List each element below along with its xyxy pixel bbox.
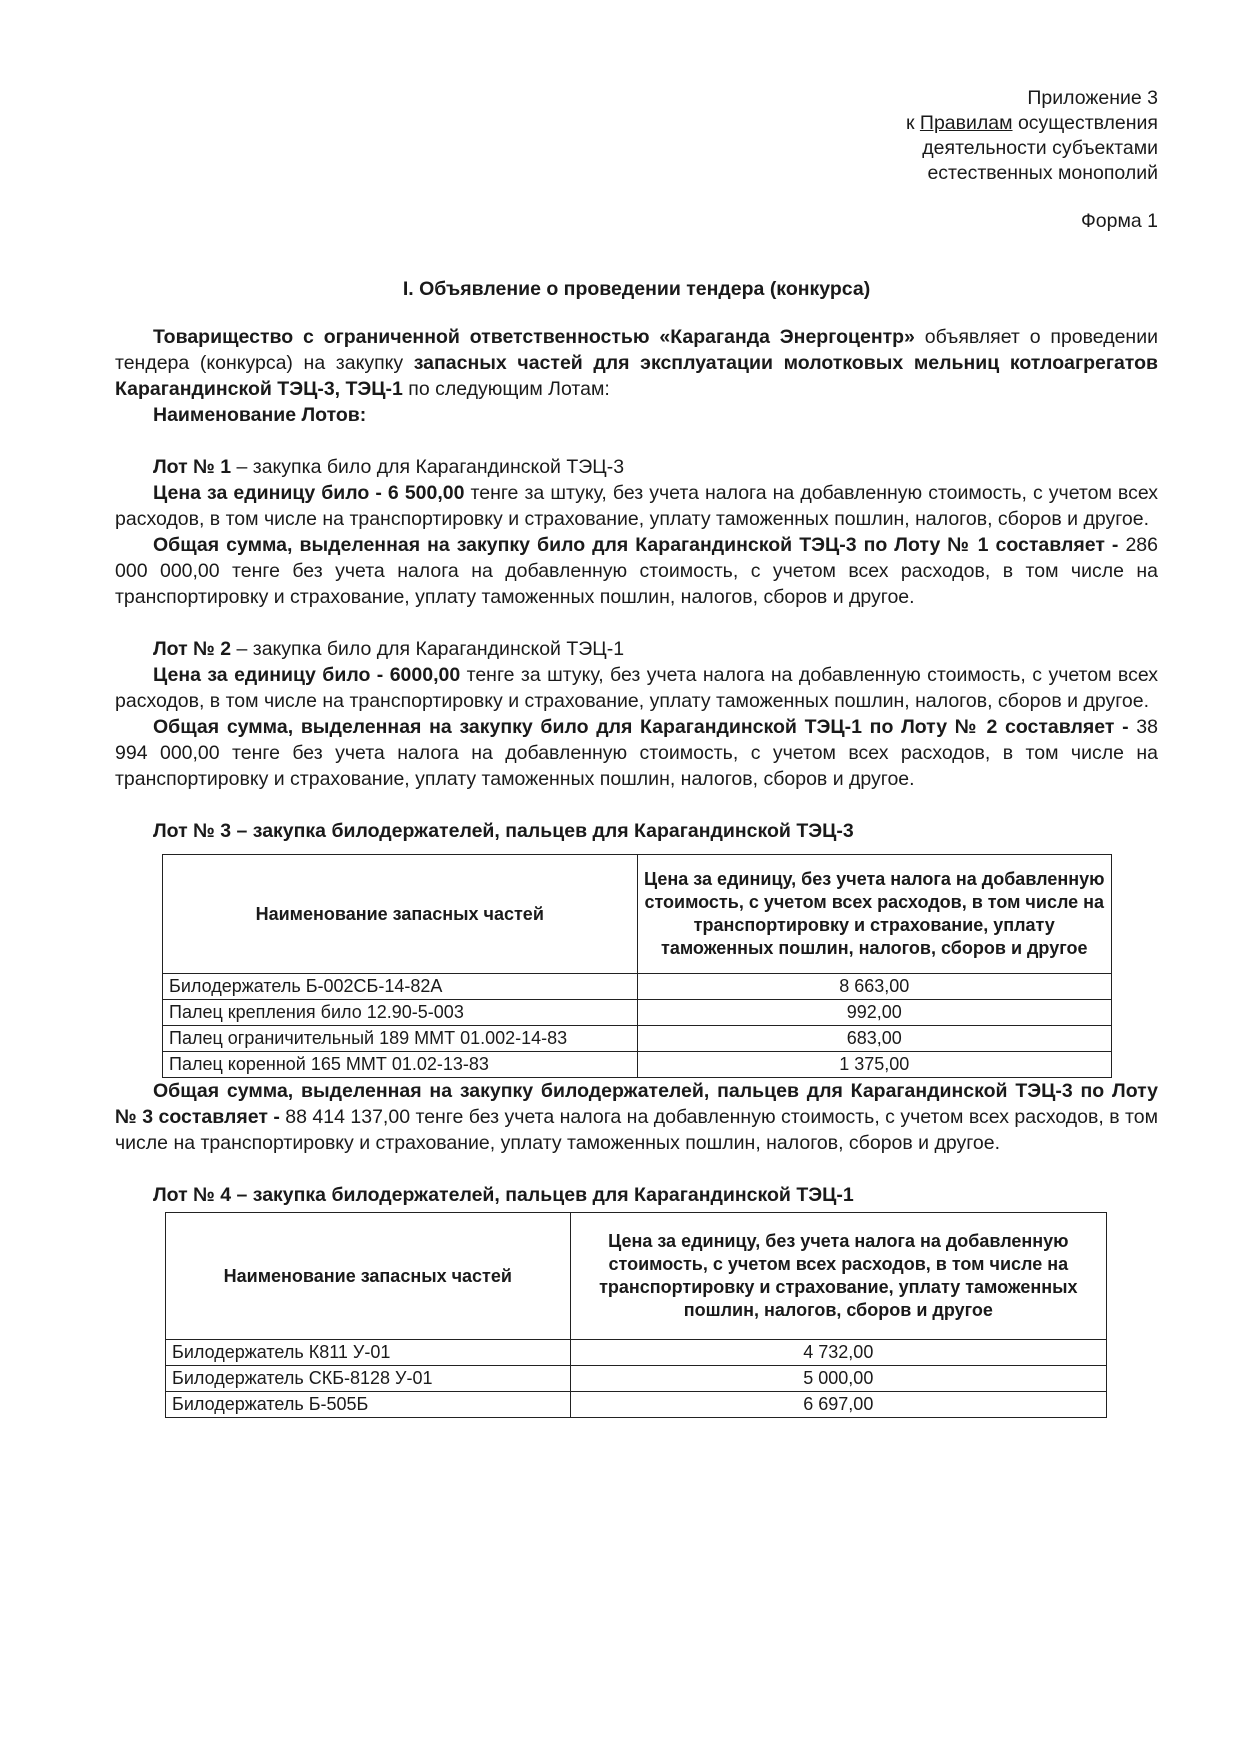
appendix-line-4: естественных монополий: [927, 162, 1158, 184]
table-row: [166, 1340, 1107, 1366]
intro-text-1: объявляет о проведении тендера (конкурса) на закупку: [115, 326, 1158, 374]
lot-2-label: Лот № 2: [153, 638, 232, 660]
lot-1-title: [115, 454, 1158, 480]
lot-1-price-label: Цена за единицу било - 6 500,00: [153, 482, 465, 504]
part-name: Палец крепления било 12.90-5-003: [163, 1000, 638, 1026]
lots-heading: Наименование Лотов:: [153, 404, 367, 426]
lot-4-table: [165, 1212, 1107, 1418]
table-header-row: [166, 1213, 1107, 1340]
appendix-k: к: [905, 112, 915, 134]
lot-3-total-text: 88 414 137,00 тенге без учета налога на добавленную стоимость, с учетом всех расходов, в том числе на транспортировку и страхование, уплату таможенных пошлин, налогов, сборов и другое.: [115, 1106, 1159, 1154]
table-header-row: [163, 855, 1112, 974]
table-row: [166, 1392, 1107, 1418]
part-price: 4 732,00: [570, 1340, 1106, 1366]
column-header-name: Наименование запасных частей: [166, 1213, 571, 1340]
lot-3-heading: [115, 818, 1158, 844]
part-price: 5 000,00: [570, 1366, 1106, 1392]
table-row: [166, 1366, 1107, 1392]
org-name: Товарищество с ограниченной ответственностью «Караганда Энергоцентр»: [153, 326, 915, 348]
part-name: Билодержатель К811 У-01: [166, 1340, 571, 1366]
lot-3-total-label: Общая сумма, выделенная на закупку билодержателей, пальцев для Карагандинской ТЭЦ-3 по Лоту № 3 составляет -: [115, 1080, 1158, 1128]
part-price: 1 375,00: [637, 1052, 1112, 1078]
part-price: 683,00: [637, 1026, 1112, 1052]
appendix-line-2-rest: осуществления: [1017, 112, 1158, 134]
part-price: 8 663,00: [637, 974, 1112, 1000]
part-name: Палец коренной 165 ММТ 01.02-13-83: [163, 1052, 638, 1078]
appendix-line-2: [115, 111, 1158, 136]
intro-paragraph: [115, 324, 1158, 402]
column-header-price: Цена за единицу, без учета налога на добавленную стоимость, с учетом всех расходов, в том числе на транспортировку и страхование, уплату таможенных пошлин, налогов, сборов и другое: [570, 1213, 1106, 1340]
tender-subject: запасных частей для эксплуатации молотковых мельниц котлоагрегатов Карагандинской ТЭЦ-3, ТЭЦ-1: [115, 352, 1158, 400]
lot-3-heading-text: Лот № 3 – закупка билодержателей, пальцев для Карагандинской ТЭЦ-3: [153, 820, 854, 842]
lot-2-total-text: 38 994 000,00 тенге без учета налога на добавленную стоимость, с учетом всех расходов, в том числе на транспортировку и страхование, уплату таможенных пошлин, налогов, сборов и другое.: [115, 716, 1158, 790]
table-row: [163, 1026, 1112, 1052]
lot-2-price-text: тенге за штуку, без учета налога на добавленную стоимость, с учетом всех расходов, в том числе на транспортировку и страхование, уплату таможенных пошлин, налогов, сборов и другое.: [115, 664, 1158, 712]
part-name: Палец ограничительный 189 ММТ 01.002-14-83: [163, 1026, 638, 1052]
lot-2-total: [115, 714, 1158, 792]
lot-2-price: [115, 662, 1158, 714]
table-row: [163, 1000, 1112, 1026]
lot-1-label: Лот № 1: [153, 456, 232, 478]
lot-3-total: [115, 1078, 1158, 1156]
document-page: [115, 86, 1158, 1418]
part-price: 992,00: [637, 1000, 1112, 1026]
lot-2-price-label: Цена за единицу било - 6000,00: [153, 664, 461, 686]
table-row: [163, 1052, 1112, 1078]
lot-4-heading: [115, 1182, 1158, 1208]
lot-2-section: [115, 636, 1158, 792]
document-title: I. Объявление о проведении тендера (конкурса): [402, 278, 871, 300]
appendix-header: [115, 86, 1158, 186]
appendix-line-3: деятельности субъектами: [922, 137, 1158, 159]
appendix-line-1: Приложение 3: [1027, 87, 1158, 109]
column-header-price: Цена за единицу, без учета налога на добавленную стоимость, с учетом всех расходов, в том числе на транспортировку и страхование, уплату таможенных пошлин, налогов, сборов и другое: [637, 855, 1112, 974]
lot-4-section: [115, 1182, 1158, 1418]
table-row: [163, 974, 1112, 1000]
intro-section: [115, 324, 1158, 428]
lot-1-total: [115, 532, 1158, 610]
part-price: 6 697,00: [570, 1392, 1106, 1418]
part-name: Билодержатель СКБ-8128 У-01: [166, 1366, 571, 1392]
intro-text-2: по следующим Лотам:: [402, 378, 610, 400]
lot-1-total-label: Общая сумма, выделенная на закупку било для Карагандинской ТЭЦ-3 по Лоту № 1 составляет -: [153, 534, 1119, 556]
rules-link[interactable]: Правилам: [919, 112, 1013, 134]
lot-1-total-text: 286 000 000,00 тенге без учета налога на добавленную стоимость, с учетом всех расходов, в том числе на транспортировку и страхование, уплату таможенных пошлин, налогов, сборов и другое.: [115, 534, 1158, 608]
part-name: Билодержатель Б-002СБ-14-82А: [163, 974, 638, 1000]
form-label: Форма 1: [1080, 210, 1158, 232]
lot-3-table: [162, 854, 1112, 1078]
lot-1-price-text: тенге за штуку, без учета налога на добавленную стоимость, с учетом всех расходов, в том числе на транспортировку и страхование, уплату таможенных пошлин, налогов, сборов и другое.: [115, 482, 1158, 530]
lot-1-description: – закупка било для Карагандинской ТЭЦ-3: [231, 456, 625, 478]
lot-2-total-label: Общая сумма, выделенная на закупку било для Карагандинской ТЭЦ-1 по Лоту № 2 составляет -: [153, 716, 1129, 738]
lot-2-title: [115, 636, 1158, 662]
column-header-name: Наименование запасных частей: [163, 855, 638, 974]
lot-4-heading-text: Лот № 4 – закупка билодержателей, пальцев для Карагандинской ТЭЦ-1: [153, 1184, 854, 1206]
lot-1-section: [115, 454, 1158, 610]
part-name: Билодержатель Б-505Б: [166, 1392, 571, 1418]
lot-1-price: [115, 480, 1158, 532]
lot-3-section: [115, 818, 1158, 1156]
lot-2-description: – закупка било для Карагандинской ТЭЦ-1: [231, 638, 625, 660]
